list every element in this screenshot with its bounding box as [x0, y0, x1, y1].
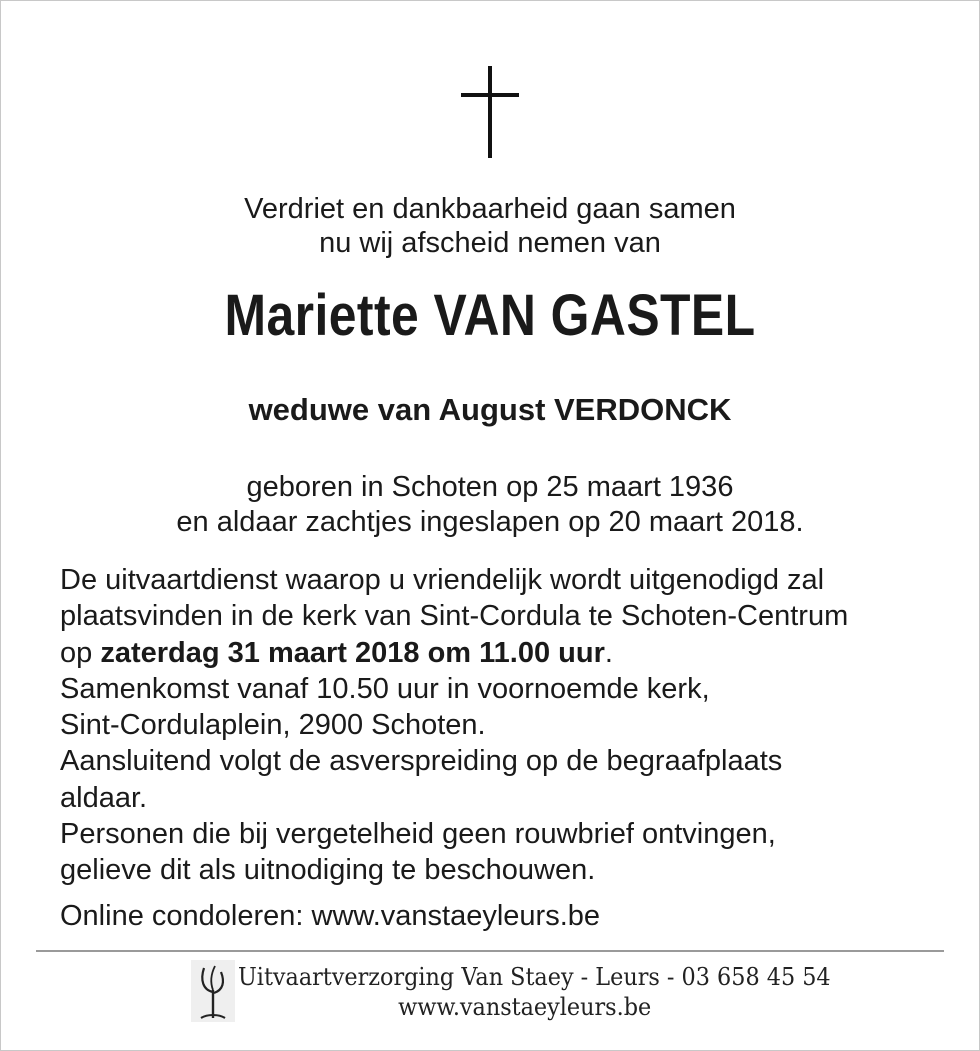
- service-line-4: Samenkomst vanaf 10.50 uur in voornoemde kerk,: [60, 672, 710, 705]
- cross-icon: [461, 66, 519, 158]
- death-line: en aldaar zachtjes ingeslapen op 20 maart 2018.: [176, 506, 804, 538]
- birth-death-dates: [0, 470, 980, 540]
- service-line-3-prefix: op: [60, 636, 101, 669]
- service-line-6: Aansluitend volgt de asverspreiding op de begraafplaats: [60, 745, 783, 778]
- service-line-3-suffix: .: [604, 636, 613, 669]
- intro-text: [0, 192, 980, 260]
- online-condolence: Online condoleren: www.vanstaeyleurs.be: [60, 900, 601, 932]
- funeral-home-website: www.vanstaeyleurs.be: [398, 993, 652, 1021]
- funeral-home-info: [238, 962, 831, 1022]
- service-datetime: zaterdag 31 maart 2018 om 11.00 uur: [100, 636, 605, 669]
- widow-of: weduwe van August VERDONCK: [248, 392, 732, 427]
- service-details: [60, 562, 960, 889]
- service-line-8: Personen die bij vergetelheid geen rouwbrief ontvingen,: [60, 818, 776, 851]
- funeral-home-logo-icon: [191, 960, 235, 1022]
- intro-line-2: nu wij afscheid nemen van: [319, 227, 661, 259]
- service-line-3: [60, 635, 960, 671]
- service-line-7: aldaar.: [60, 781, 148, 814]
- footer-divider: [36, 950, 944, 952]
- deceased-name: Mariette VAN GASTEL: [224, 283, 756, 348]
- birth-line: geboren in Schoten op 25 maart 1936: [246, 471, 734, 503]
- funeral-home-company: Uitvaartverzorging Van Staey - Leurs - 03 658 45 54: [238, 963, 831, 991]
- intro-line-1: Verdriet en dankbaarheid gaan samen: [244, 193, 736, 225]
- service-line-1: De uitvaartdienst waarop u vriendelijk wordt uitgenodigd zal: [60, 564, 825, 596]
- service-line-9: gelieve dit als uitnodiging te beschouwen.: [60, 854, 596, 887]
- service-line-5: Sint-Cordulaplein, 2900 Schoten.: [60, 709, 486, 742]
- service-line-2: plaatsvinden in de kerk van Sint-Cordula te Schoten-Centrum: [60, 600, 849, 633]
